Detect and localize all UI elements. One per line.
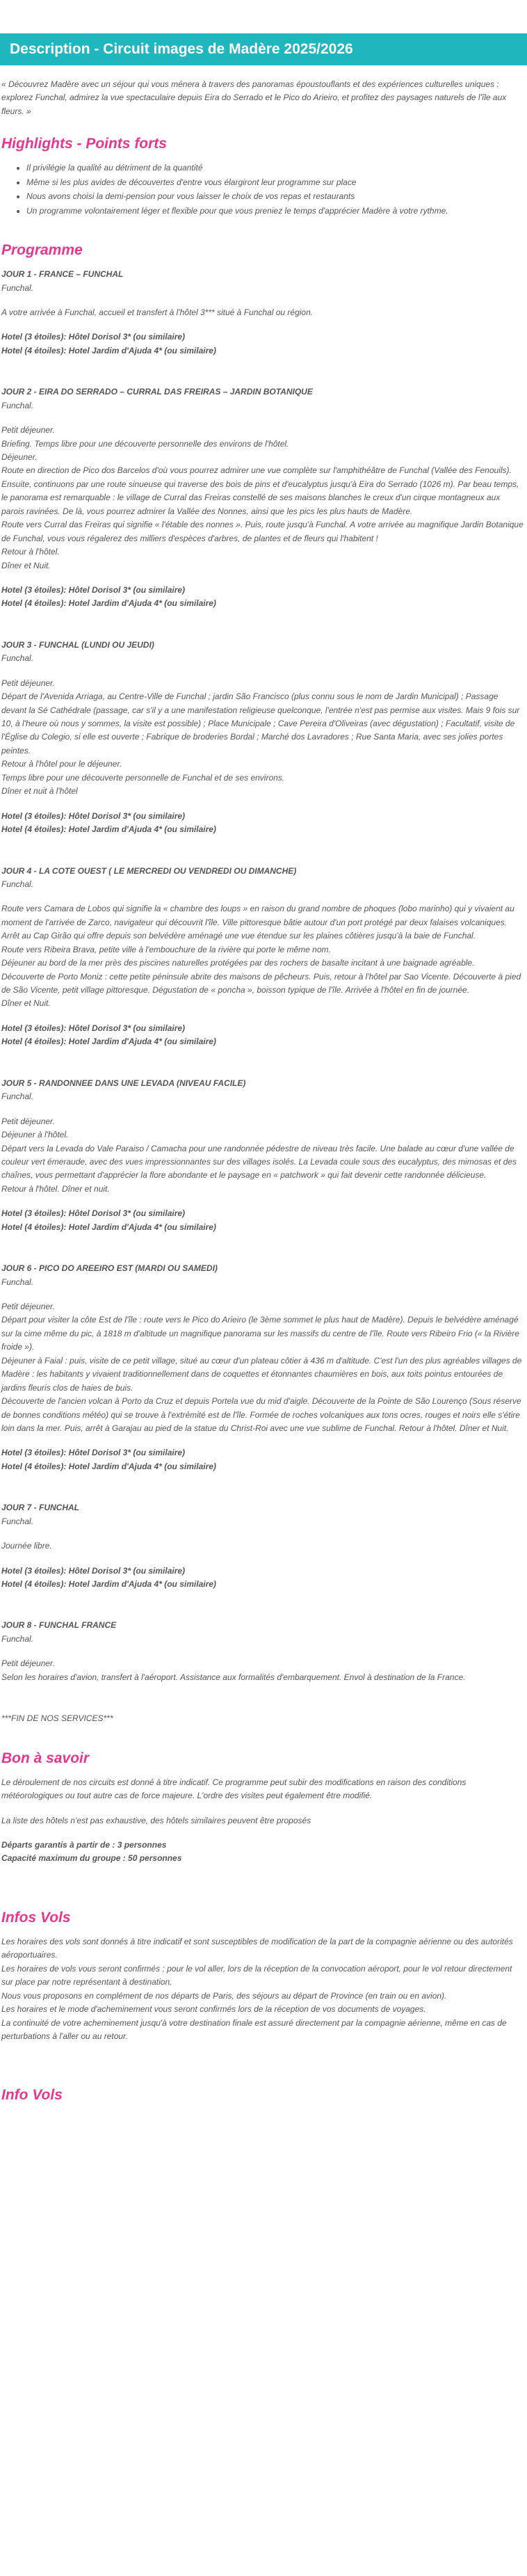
day-paragraph: Dîner et Nuit. (1, 560, 51, 570)
day-paragraph: Route vers Ribeira Brava, petite ville à l'embouchure de la rivière qui porte le même nom. (1, 944, 331, 954)
day-title: JOUR 3 - FUNCHAL (LUNDI OU JEUDI) (1, 639, 154, 650)
day-paragraph: Petit déjeuner. (1, 678, 55, 688)
day-paragraph: Retour à l'hôtel. (1, 547, 60, 557)
intro-paragraph: « Découvrez Madère avec un séjour qui vous ménera à travers des panoramas époustouflants et des expériences culturelles uniques : explorez Funchal, admirez la vue spectaculaire depuis Eira do Serrado et le Pico do Arieiro, et profitez des paysages naturels de l'île aux fleurs. » (1, 79, 507, 116)
page-title: Description - Circuit images de Madère 2025/2026 (0, 33, 527, 65)
info-paragraph: Les horaires et le mode d'acheminement vous seront confirmés lors de la réception de vos documents de voyages. (1, 2004, 426, 2015)
day-city: Funchal. (1, 1277, 34, 1287)
day-paragraph: Petit déjeuner. (1, 1658, 55, 1669)
programme-days (0, 268, 527, 1684)
day-description (1, 424, 524, 573)
day-description (1, 902, 524, 1011)
day-section (0, 639, 527, 837)
day-paragraph: Dîner et Nuit. (1, 998, 51, 1009)
day-title: JOUR 6 - PICO DO AREEIRO EST (MARDI OU SAMEDI) (1, 1263, 218, 1274)
hotel-line: Hotel (4 étoiles): Hotel Jardim d'Ajuda 4* (ou similaire) (1, 824, 216, 835)
highlight-item: • Il privilégie la qualité au détriment de la quantité (26, 161, 527, 175)
hotel-line: Hotel (3 étoiles): Hôtel Dorisol 3* (ou similaire) (1, 584, 186, 595)
hotel-line: Hotel (4 étoiles): Hotel Jardim d'Ajuda 4* (ou similaire) (1, 1461, 216, 1471)
day-paragraph: Déjeuner. (1, 452, 38, 463)
day-title: JOUR 1 - FRANCE – FUNCHAL (1, 269, 124, 280)
day-title: JOUR 4 - LA COTE OUEST ( LE MERCREDI OU VENDREDI OU DIMANCHE) (1, 865, 297, 876)
day-paragraph: Départ de l'Avenida Arriaga, au Centre-Ville de Funchal ; jardin São Francisco (plus connu sous le nom de Jardin Municipal) ; Passage devant la Sé Cathédrale (passage, car s'il y a une manifestation religieuse quelconque, l'entrée n'est pas permise aux visites. Mais 9 fois sur 10, à l'heure où nous y sommes, la visite est possible) ; Place Municipale ; Cave Pereira d'Oliveiras (avec dégustation) ; Facultatif, visite de l'Église du Colegio, si elle est ouverte ; Fabrique de broderies Bordal ; Marché dos Lavradores ; Rue Santa Maria, avec ses jolies portes peintes. (1, 691, 520, 755)
hotel-line: Hotel (3 étoiles): Hôtel Dorisol 3* (ou similaire) (1, 1208, 186, 1219)
day-description (1, 1300, 524, 1435)
day-paragraph: Déjeuner à Faial : puis, visite de ce petit village, situé au cœur d'un plateau côtier à 436 m d'altitude. C'est l'un des plus agréables villages de Madère : les habitants y vivaient traditionnellement dans de coquettes et étonnantes chaumières en bois, aux toits pointus entourées de jardins fleuris clos de haies de buis. (1, 1355, 522, 1393)
info-paragraph: La liste des hôtels n'est pas exhaustive, des hôtels similaires peuvent être proposés (1, 1815, 311, 1825)
day-paragraph: Briefing. Temps libre pour une découverte personnelle des environs de l'hôtel. (1, 438, 289, 449)
day-city: Funchal. (1, 282, 34, 293)
day-section (0, 865, 527, 1049)
spacer (0, 2053, 527, 2083)
day-paragraph: Découverte de Porto Moniz : cette petite péninsule abrite des maisons de pêcheurs. Puis, retour à l'hôtel par Sao Vicente. Découverte à pied de São Vicente, petit village pittoresque. Dégustation de « poncha », boisson typique de l'île. Arrivée à l'hôtel en fin de journée. (1, 971, 521, 995)
hotel-line: Hotel (4 étoiles): Hotel Jardim d'Ajuda 4* (ou similaire) (1, 598, 216, 609)
day-paragraph: Selon les horaires d'avion, transfert à l'aéroport. Assistance aux formalités d'embarquement. Envol à destination de la France. (1, 1672, 466, 1682)
day-description (1, 1657, 524, 1684)
hotel-line: Hotel (3 étoiles): Hôtel Dorisol 3* (ou similaire) (1, 810, 186, 821)
day-section (0, 1619, 527, 1684)
info-paragraph: Les horaires des vols sont donnés à titre indicatif et sont susceptibles de modification de la part de la compagnie aérienne ou des autorités aéroportuaires. (1, 1936, 513, 1960)
day-title: JOUR 2 - EIRA DO SERRADO – CURRAL DAS FREIRAS – JARDIN BOTANIQUE (1, 387, 313, 397)
day-city: Funchal. (1, 1091, 34, 1102)
bon-a-savoir-section (0, 1776, 527, 1866)
highlight-item: • Nous avons choisi la demi-pension pour vous laisser le choix de vos repas et restaurants (26, 190, 527, 203)
day-paragraph: Petit déjeuner. (1, 1302, 55, 1312)
day-description (1, 1115, 524, 1197)
day-section (0, 385, 527, 611)
info-strong-line: Capacité maximum du groupe : 50 personnes (1, 1853, 182, 1864)
infos-vols-heading: Infos Vols (1, 1909, 71, 1926)
hotel-line: Hotel (4 étoiles): Hotel Jardim d'Ajuda 4* (ou similaire) (1, 1037, 216, 1047)
day-paragraph: Temps libre pour une découverte personnelle de Funchal et de ses environs. (1, 772, 285, 783)
hotel-line: Hotel (3 étoiles): Hôtel Dorisol 3* (ou similaire) (1, 332, 186, 342)
day-description (1, 1539, 524, 1553)
info-vols-heading: Info Vols (1, 2087, 63, 2104)
day-paragraph: Déjeuner au bord de la mer près des piscines naturelles protégées par des rochers de basalte incitant à une baignade agréable. (1, 958, 475, 968)
end-of-services: ***FIN DE NOS SERVICES*** (1, 1713, 113, 1724)
day-section (0, 1501, 527, 1591)
bon-a-savoir-heading: Bon à savoir (1, 1750, 90, 1766)
day-paragraph: Journée libre. (1, 1541, 52, 1551)
day-section (0, 1262, 527, 1473)
day-title: JOUR 5 - RANDONNEE DANS UNE LEVADA (NIVEAU FACILE) (1, 1078, 246, 1088)
day-city: Funchal. (1, 653, 34, 664)
info-paragraph: La continuité de votre acheminement jusqu'à votre destination finale est assuré directement par la compagnie aérienne, même en cas de perturbations à l'aller ou au retour. (1, 2017, 507, 2041)
day-city: Funchal. (1, 879, 34, 889)
day-paragraph: Déjeuner à l'hôtel. (1, 1130, 69, 1140)
infos-vols-section (0, 1935, 527, 2044)
day-paragraph: Petit déjeuner. (1, 1116, 55, 1126)
hotel-line: Hotel (4 étoiles): Hotel Jardim d'Ajuda 4* (ou similaire) (1, 1579, 216, 1590)
hotel-line: Hotel (4 étoiles): Hotel Jardim d'Ajuda 4* (ou similaire) (1, 1222, 216, 1232)
highlights-heading: Highlights - Points forts (1, 136, 167, 152)
day-city: Funchal. (1, 1516, 34, 1526)
hotel-line: Hotel (3 étoiles): Hôtel Dorisol 3* (ou similaire) (1, 1023, 186, 1033)
day-paragraph: Route vers Camara de Lobos qui signifie la « chambre des loups » en raison du grand nombre de phoques (lobo marinho) qui y vivaient au moment de l'arrivée de Zarco, navigateur qui découvrit l'île. Ville pittoresque bâtie autour d'un port protégé par deux falaises volcaniques. Arrêt au Cap Girão qui offre depuis son belvédère aménagé une vue étendue sur les plaines côtières jusqu'à la baie de Funchal. (1, 904, 514, 941)
hotel-line: Hotel (4 étoiles): Hotel Jardim d'Ajuda 4* (ou similaire) (1, 345, 216, 355)
day-paragraph: Route vers Curral das Freiras qui signifie « l'étable des nonnes ». Puis, route jusqu'à Funchal. A votre arrivée au magnifique Jardin Botanique de Funchal, vous vous régalerez des milliers d'espèces d'arbres, de plantes et de fleurs qui l'habitent ! (1, 520, 524, 543)
day-paragraph: Dîner et nuit à l'hôtel (1, 786, 78, 797)
highlight-item: • Même si les plus avides de découvertes d'entre vous élargiront leur programme sur place (26, 176, 527, 189)
info-paragraph: Nous vous proposons en complément de nos départs de Paris, des séjours au départ de Province (en train ou en avion). (1, 1990, 447, 2001)
day-paragraph: Retour à l'hôtel pour le déjeuner. (1, 759, 122, 769)
spacer (1, 1827, 524, 1839)
highlights-list (0, 161, 527, 218)
day-description (1, 306, 524, 319)
day-paragraph: A votre arrivée à Funchal, accueil et transfert à l'hôtel 3*** situé à Funchal ou région. (1, 307, 314, 317)
day-paragraph: Route en direction de Pico dos Barcelos d'où vous pourrez admirer une vue complète sur l'amphithéâtre de Funchal (Vallée des Fenouils). Ensuite, continuons par une route sinueuse qui traverse des bois de pins et d'eucalyptus jusqu'à Eira do Serrado (1026 m). Par beau temps, le panorama est remarquable : le village de Curral das Freiras constellé de ses maisons blanches le creux d'un cirque montagneux aux parois ravinées. De là, vous pourrez admirer la Vallée des Nonnes, ainsi que les pics les plus hauts de Madère. (1, 465, 519, 516)
info-paragraph: Les horaires de vols vous seront confirmés : pour le vol aller, lors de la réception de la convocation aéroport, pour le vol retour directement sur place par notre représentant à destination. (1, 1963, 512, 1987)
info-paragraph: Le déroulement de nos circuits est donné à titre indicatif. Ce programme peut subir des modifications en raison des conditions météorologiques ou tout autre cas de force majeure. L'ordre des visites peut également être modifié. (1, 1777, 467, 1801)
spacer (0, 1875, 527, 1906)
day-description (1, 677, 524, 799)
day-paragraph: Départ vers la Levada do Vale Paraiso / Camacha pour une randonnée pédestre de niveau très facile. Une balade au cœur d'une vallée de couleur vert émeraude, avec des vues impressionnantes sur des villages isolés. La Levada coule sous des eucalyptus, des mimosas et des chaînes, vous permettant d'apprécier la flore abondante et le paysage en « patchwork » qui fait devenir cette randonnée délicieuse. (1, 1143, 517, 1181)
day-title: JOUR 8 - FUNCHAL FRANCE (1, 1620, 117, 1631)
day-paragraph: Découverte de l'ancien volcan à Porto da Cruz et depuis Portela vue du mid d'aigle. Découverte de la Pointe de São Lourenço (Sous réserve de bonnes conditions météo) qui se trouve à l'extrémité est de l'île. Formée de roches volcaniques aux tons ocres, rouges et noirs elle s'étire loin dans la mer. Puis, arrêt à Garajau au pied de la statue du Christ-Roi avec une vue sublime de Funchal. Retour à l'hôtel. Dîner et Nuit. (1, 1396, 521, 1433)
day-title: JOUR 7 - FUNCHAL (1, 1503, 80, 1513)
day-city: Funchal. (1, 400, 34, 410)
spacer (1, 1803, 524, 1814)
info-strong-line: Départs garantis à partir de : 3 personnes (1, 1840, 167, 1850)
day-section (0, 1077, 527, 1234)
day-section (0, 268, 527, 358)
programme-heading: Programme (1, 242, 83, 259)
hotel-line: Hotel (3 étoiles): Hôtel Dorisol 3* (ou similaire) (1, 1565, 186, 1576)
highlight-item: • Un programme volontairement léger et flexible pour que vous preniez le temps d'apprécier Madère à votre rythme. (26, 205, 527, 218)
hotel-line: Hotel (3 étoiles): Hôtel Dorisol 3* (ou similaire) (1, 1448, 186, 1458)
day-city: Funchal. (1, 1633, 34, 1644)
day-paragraph: Retour à l'hôtel. Dîner et nuit. (1, 1183, 110, 1194)
day-paragraph: Départ pour visiter la côte Est de l'île : route vers le Pico do Arieiro (le 3ème sommet le plus haut de Madère). Depuis le belvédère aménagé sur la cime même du pic, à 1818 m d'altitude un magnifique panorama sur les massifs du centre de l'île. Route vers Ribeiro Frio (« la Rivière froide »). (1, 1315, 519, 1352)
day-paragraph: Petit déjeuner. (1, 425, 55, 435)
